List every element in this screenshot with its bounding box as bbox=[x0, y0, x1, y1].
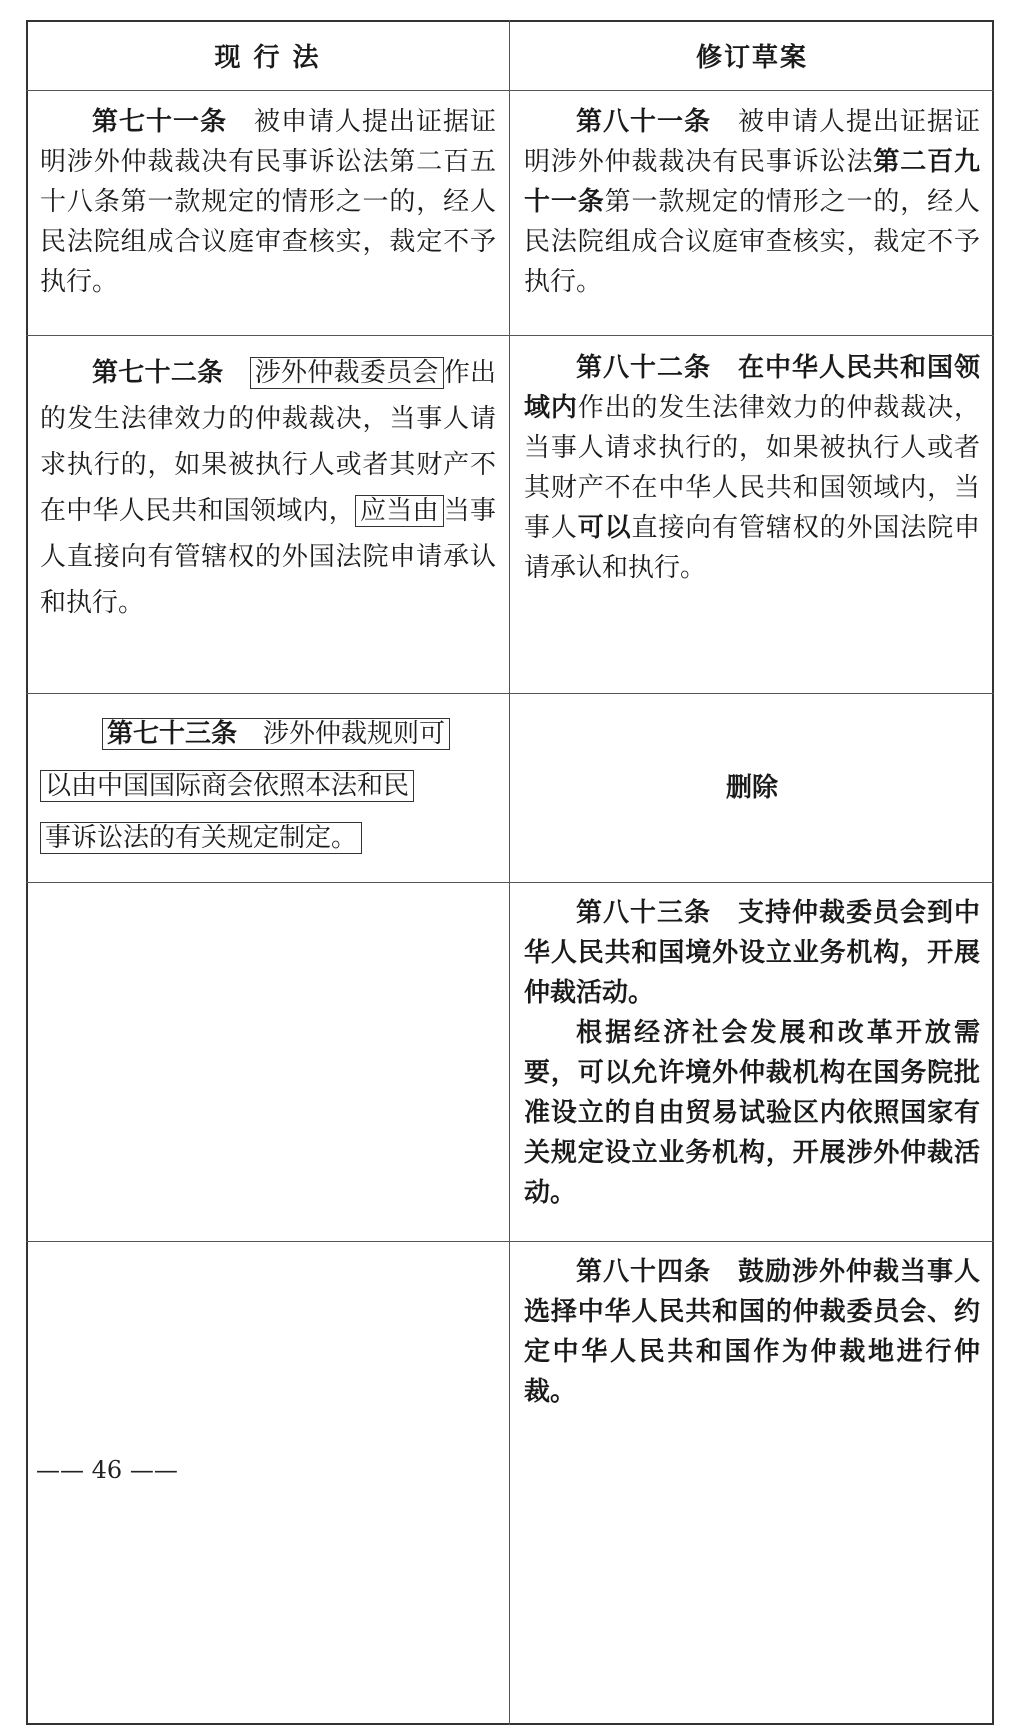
draft-article-83 bbox=[524, 893, 980, 1213]
article-text: 被申请人提出证据证明涉外仲裁裁决有民事诉讼法 bbox=[524, 107, 980, 177]
draft-deleted-note: 删除 bbox=[725, 773, 778, 803]
deleted-text-box: 以由中国国际商会依照本法和民 bbox=[40, 770, 414, 802]
article-title: 第七十三条 bbox=[107, 719, 238, 749]
current-law-article-71 bbox=[40, 102, 496, 302]
row-divider bbox=[26, 90, 994, 91]
page-number: 46 bbox=[91, 1456, 123, 1484]
column-header-current-law: 现 行 法 bbox=[214, 42, 321, 73]
article-text: 第一款规定的情形之一的，经人民法院组成合议庭审查核实，裁定不予执行。 bbox=[524, 187, 980, 297]
page-footer: —— 46 —— bbox=[36, 1456, 178, 1484]
deleted-text-box: 涉外仲裁委员会 bbox=[250, 357, 444, 389]
row-divider bbox=[26, 882, 994, 883]
paragraph: 根据经济社会发展和改革开放需要，可以允许境外仲裁机构在国务院批准设立的自由贸易试验区内依照国家有关规定设立业务机构，开展涉外仲裁活动。 bbox=[524, 1018, 980, 1208]
article-title: 第七十二条 bbox=[92, 358, 224, 388]
article-title: 第八十一条 bbox=[576, 107, 711, 137]
article-title: 第七十一条 bbox=[92, 107, 227, 137]
article-text: 被申请人提出证据证明涉外仲裁裁决有民事诉讼法第二百五十八条第一款规定的情形之一的，经人民法院组成合议庭审查核实，裁定不予执行。 bbox=[40, 107, 496, 297]
current-law-article-72 bbox=[40, 350, 496, 626]
article-text: 当事人直接向有管辖权的外国法院申请承认和执行。 bbox=[40, 496, 496, 618]
article-text: 涉外仲裁规则可 bbox=[263, 719, 446, 749]
draft-article-82 bbox=[524, 348, 980, 588]
article-text: 作出的发生法律效力的仲裁裁决，当事人请求执行的，如果被执行人或者其财产不在中华人民共和国领域内， bbox=[40, 358, 496, 526]
paragraph: 第八十四条 鼓励涉外仲裁当事人选择中华人民共和国的仲裁委员会、约定中华人民共和国作为仲裁地进行仲裁。 bbox=[524, 1257, 980, 1407]
amended-text: 可以 bbox=[577, 513, 632, 543]
amended-text: 在中华人民共和国领域内 bbox=[524, 353, 980, 423]
deleted-text-box: 应当由 bbox=[355, 495, 444, 527]
paragraph: 第八十三条 支持仲裁委员会到中华人民共和国境外设立业务机构，开展仲裁活动。 bbox=[524, 898, 980, 1008]
current-law-article-73 bbox=[40, 708, 496, 864]
row-divider bbox=[26, 335, 994, 336]
article-text: 作出的发生法律效力的仲裁裁决，当事人请求执行的，如果被执行人或者其财产不在中华人民共和国领域内，当事人 bbox=[524, 393, 980, 543]
amended-text: 第二百九十一条 bbox=[524, 147, 980, 217]
column-header-draft: 修订草案 bbox=[695, 42, 808, 73]
row-divider bbox=[26, 1241, 994, 1242]
deleted-text-box bbox=[102, 718, 450, 750]
article-text: 直接向有管辖权的外国法院申请承认和执行。 bbox=[524, 513, 980, 583]
draft-article-84 bbox=[524, 1252, 980, 1412]
deleted-text-box: 事诉讼法的有关规定制定。 bbox=[40, 822, 362, 854]
article-title: 第八十二条 bbox=[576, 353, 711, 383]
draft-article-81 bbox=[524, 102, 980, 302]
